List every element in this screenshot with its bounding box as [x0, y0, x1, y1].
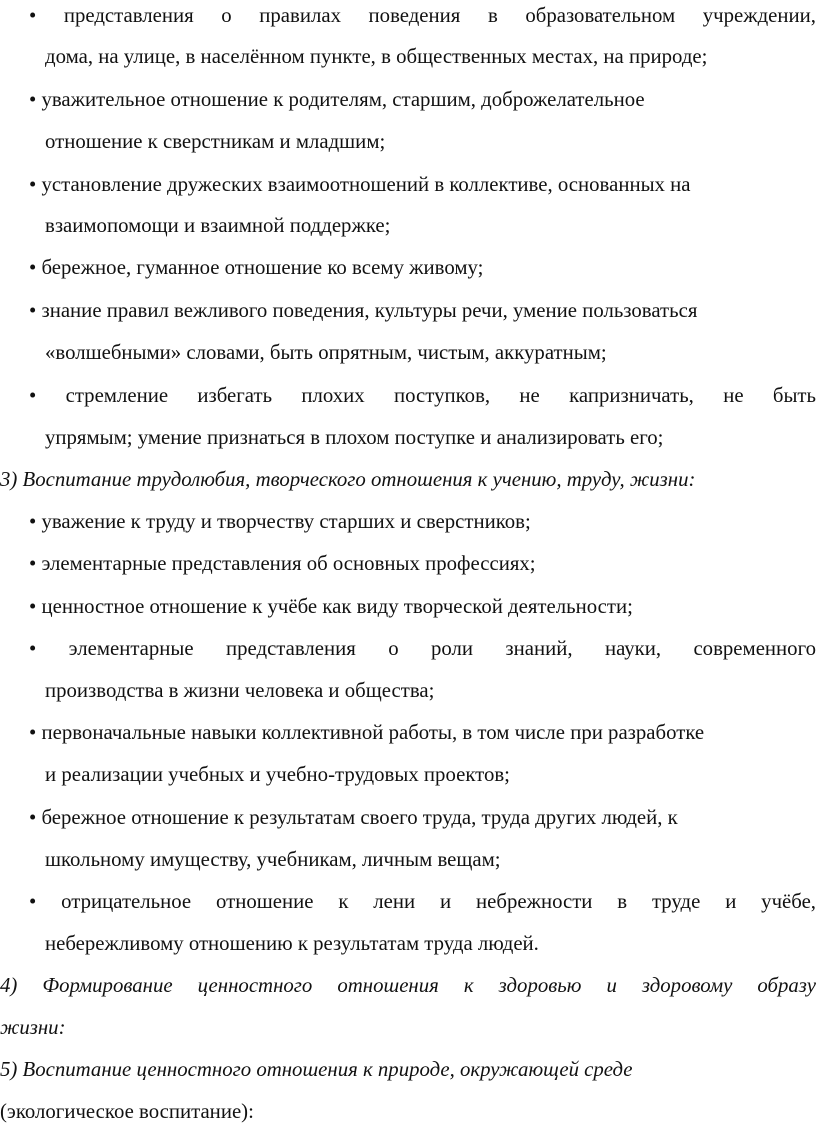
text-line-3: • уважительное отношение к родителям, старшим, доброжелательное	[29, 88, 645, 111]
text-line-18: • первоначальные навыки коллективной работы, в том числе при разработке	[29, 721, 705, 744]
text-line-21: школьному имуществу, учебникам, личным вещам;	[45, 848, 501, 871]
section-heading-5: 5) Воспитание ценностного отношения к природе, окружающей среде	[0, 1058, 633, 1081]
text-line-2: дома, на улице, в населённом пункте, в общественных местах, на природе;	[45, 45, 708, 68]
text-line-16: • элементарные представления о роли знаний, науки, современного	[29, 637, 816, 660]
text-line-19: и реализации учебных и учебно-трудовых проектов;	[45, 763, 510, 786]
section-heading-5-cont: (экологическое воспитание):	[0, 1100, 254, 1123]
text-line-11: упрямым; умение признаться в плохом поступке и анализировать его;	[45, 426, 664, 449]
text-line-4: отношение к сверстникам и младшим;	[45, 130, 386, 153]
text-line-20: • бережное отношение к результатам своего труда, труда других людей, к	[29, 806, 678, 829]
text-line-10: • стремление избегать плохих поступков, не капризничать, не быть	[29, 384, 816, 407]
section-heading-4-cont: жизни:	[0, 1016, 66, 1039]
text-line-23: небережливому отношению к результатам труда людей.	[45, 932, 539, 955]
text-line-22: • отрицательное отношение к лени и небрежности в труде и учёбе,	[29, 890, 816, 913]
text-line-17: производства в жизни человека и общества;	[45, 679, 435, 702]
text-line-7: • бережное, гуманное отношение ко всему живому;	[29, 256, 484, 279]
text-line-15: • ценностное отношение к учёбе как виду творческой деятельности;	[29, 595, 633, 618]
text-line-5: • установление дружеских взаимоотношений в коллективе, основанных на	[29, 173, 691, 196]
text-line-6: взаимопомощи и взаимной поддержке;	[45, 214, 391, 237]
section-heading-4: 4) Формирование ценностного отношения к здоровью и здоровому образу	[0, 974, 816, 997]
text-line-8: • знание правил вежливого поведения, культуры речи, умение пользоваться	[29, 299, 698, 322]
text-line-1: • представления о правилах поведения в образовательном учреждении,	[29, 4, 816, 27]
text-line-14: • элементарные представления об основных профессиях;	[29, 552, 536, 575]
text-line-9: «волшебными» словами, быть опрятным, чистым, аккуратным;	[45, 341, 607, 364]
text-line-13: • уважение к труду и творчеству старших и сверстников;	[29, 510, 531, 533]
section-heading-3: 3) Воспитание трудолюбия, творческого отношения к учению, труду, жизни:	[0, 468, 696, 491]
